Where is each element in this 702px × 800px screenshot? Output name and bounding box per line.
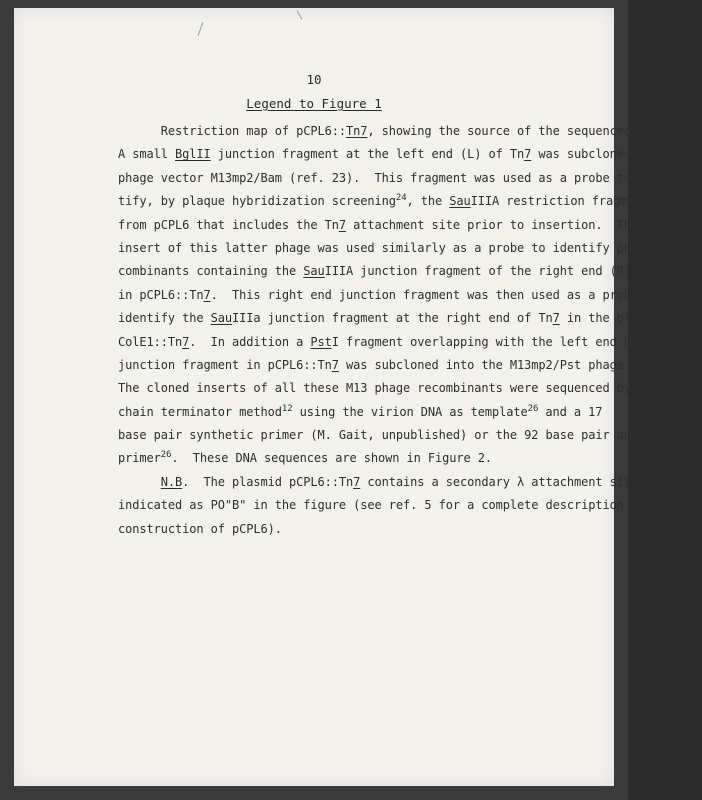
text-run: attachment site prior to insertion. The cloned [346,217,688,232]
underlined-term: Pst [310,334,332,349]
document-page [14,8,702,786]
text-run: contains a secondary λ attachment site [360,475,639,489]
text-run: in pCPL6::Tn [118,287,204,302]
underlined-term: 7 [552,311,560,326]
reference-superscript: 12 [281,403,293,414]
text-line [118,260,681,283]
text-run: IIIA junction fragment of the right end (R) of Tn [324,264,674,279]
text-line [118,494,674,517]
pencil-mark [297,10,303,19]
text-run: identify the [118,311,211,326]
text-run: . In addition a [189,334,311,349]
text-run: using the virion DNA as template [292,404,528,419]
legend-paragraph-nb [118,471,674,541]
text-run: A small [118,147,175,162]
underlined-term: 7 [331,357,339,372]
text-run: primer [118,451,161,466]
text-line [118,401,603,424]
underlined-term: N.B [160,475,183,489]
text-run: insert of this latter phage was used similarly as a probe to identify phage re- [118,240,681,255]
text-line [118,377,660,400]
text-run: II [645,334,660,349]
text-line [118,424,681,447]
pencil-mark [198,22,204,35]
text-run: Restriction map of pCPL6:: [118,124,346,138]
text-run: tify, by plaque hybridization screening [118,194,396,209]
text-run: IIIa junction fragment at the right end of Tn [232,311,553,326]
text-run: was subcloned into the [531,147,696,162]
text-run: and a 17 [538,404,603,419]
text-line [118,167,674,190]
text-line [118,307,667,330]
text-run: ColE1::Tn [118,334,183,349]
text-run: The cloned inserts of all these M13 phage recombinants were sequenced by the [118,381,660,396]
text-line [118,518,598,541]
page-number: 10 [306,72,322,87]
underlined-term: Tn7 [346,124,368,138]
text-line [118,447,598,470]
reference-superscript: 25 [673,356,685,367]
reference-superscript: 26 [160,450,172,461]
legend-title-text: Legend to Figure 1 [246,96,382,111]
text-run: was subcloned into the M13mp2/Pst phage vector [338,357,674,372]
underlined-term: Sau [303,264,325,279]
underlined-term: 7 [182,334,190,349]
text-run: . [684,357,692,372]
text-line [118,120,702,143]
text-run: . These DNA sequences are shown in Figure 2. [171,451,492,466]
underlined-term: Sau [210,311,232,326]
underlined-term: 7 [203,287,211,302]
underlined-term: 7 [338,217,346,232]
text-line [118,190,649,213]
text-run: from pCPL6 that includes the Tn [118,217,339,232]
text-run: I fragment overlapping with the left end [331,334,624,349]
text-run: indicated as PO"B" in the figure (see ref. 5 for a complete description of the [118,498,674,513]
text-run: base pair synthetic primer (M. Gait, unpublished) or the 92 base pair universal [118,428,681,443]
text-run: in the plasmid [559,311,667,326]
reference-superscript: 24 [395,193,407,204]
text-line [118,471,639,494]
underlined-term: 7 [673,264,681,279]
text-line [118,143,696,166]
underlined-term: 7 [524,147,532,162]
underlined-term: Bgl [623,334,646,349]
text-run: construction of pCPL6). [118,521,282,536]
text-line [118,284,660,307]
legend-title [14,96,614,111]
text-run: combinants containing the [118,264,304,279]
underlined-term: 7 [353,475,361,489]
text-run: junction fragment at the left end (L) of Tn [210,147,525,162]
text-run: phage vector M13mp2/Bam (ref. 23). This fragment was used as a probe to iden- [118,170,674,185]
text-run: chain terminator method [118,404,282,419]
reference-superscript: 26 [527,403,539,414]
text-run: IIIA restriction fragment [470,194,649,209]
text-run: , showing the source of the sequenced material. [367,124,702,138]
text-run: junction fragment in pCPL6::Tn [118,357,332,372]
underlined-term: Sau [449,194,471,209]
text-line [118,214,688,237]
text-run: . This right end junction fragment was then used as a probe to [210,287,660,302]
text-run: . The plasmid pCPL6::Tn [182,475,354,489]
text-line [118,354,692,377]
text-line [118,331,660,354]
underlined-term: BglII [175,147,211,162]
legend-paragraph-main [118,120,702,471]
text-run: , the [406,194,450,209]
text-line [118,237,681,260]
text-run [118,475,161,489]
